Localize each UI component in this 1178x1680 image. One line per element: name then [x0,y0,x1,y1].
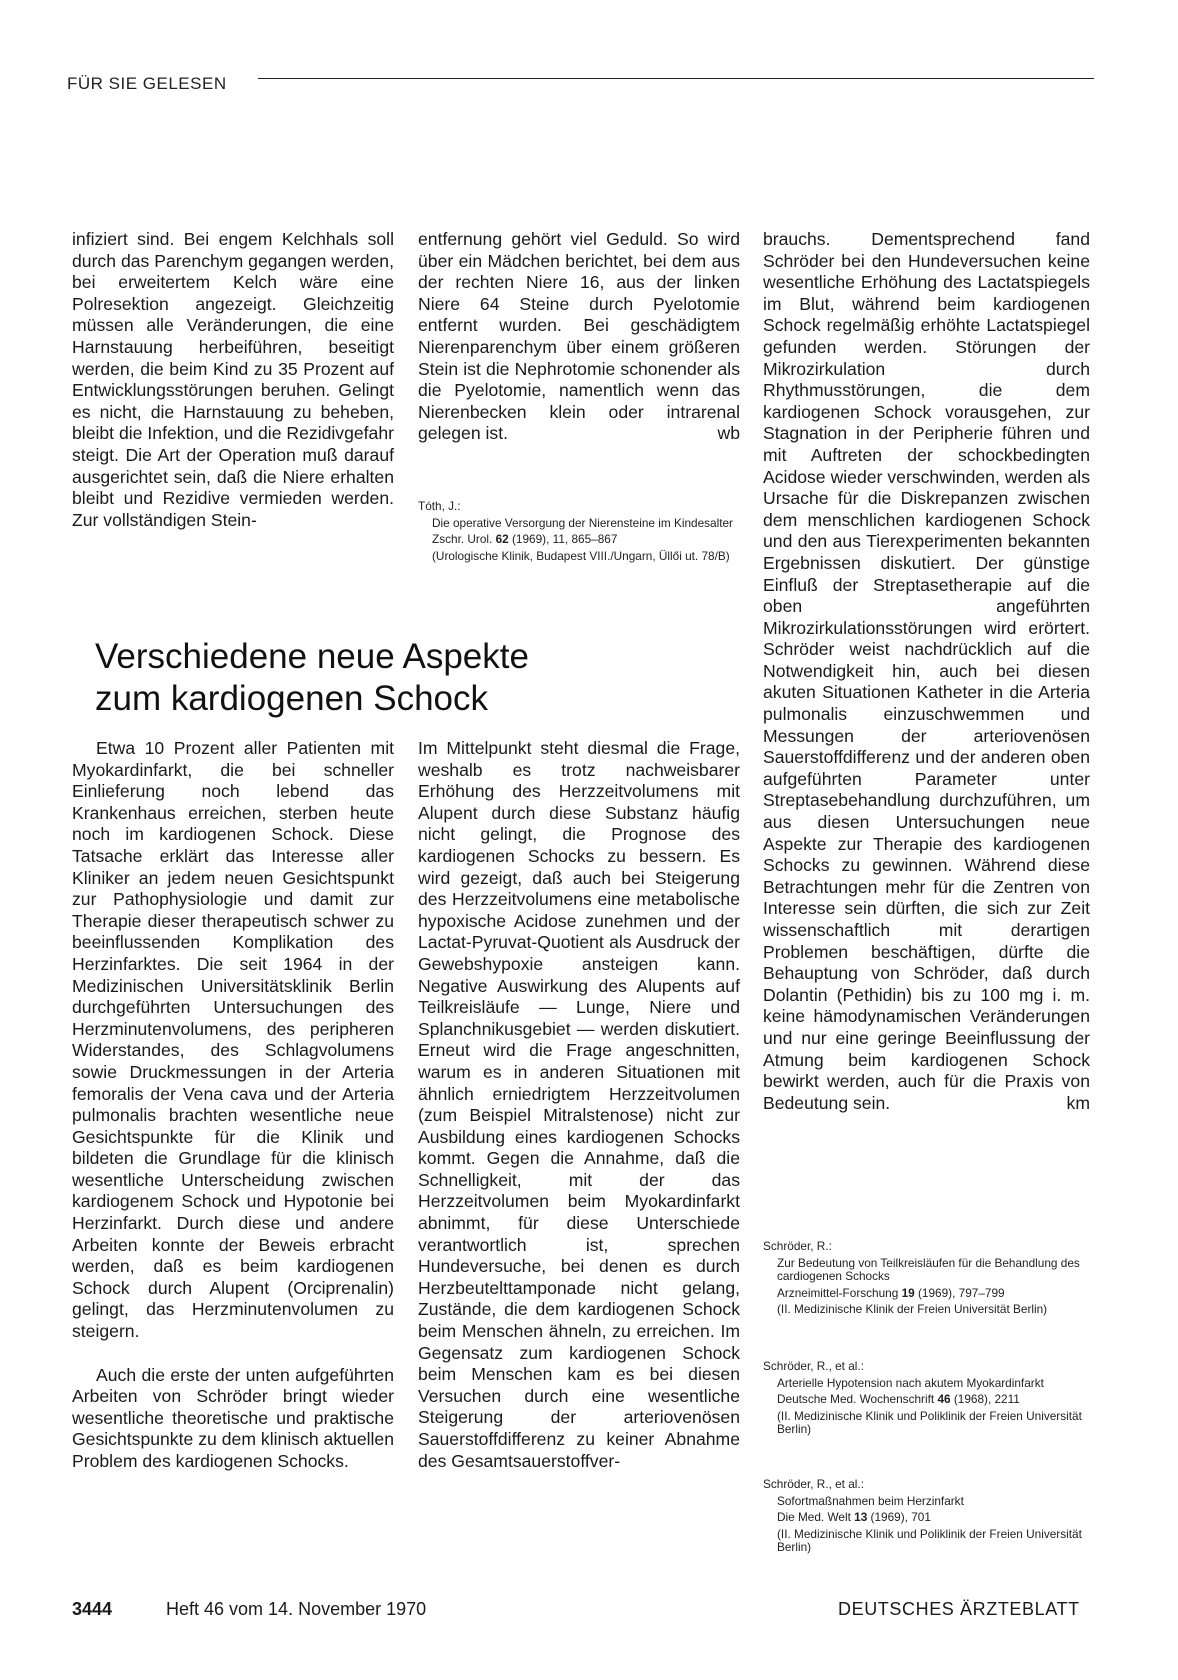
article2-reference-3 [763,1478,1090,1557]
footer-page-number: 3444 [72,1599,113,1619]
reference-journal: Zschr. Urol. [432,532,493,547]
reference-institution: (Urologische Klinik, Budapest VIII./Ungarn, Üllői ut. 78/B) [432,548,730,563]
reference-citation [777,1393,1090,1406]
article2-signature: km [1066,1092,1090,1113]
reference-volume: 13 [854,1510,868,1525]
article2-col1-paragraph-2: Auch die erste der unten aufgeführten Arbeiten von Schröder bringt wieder wesentliche theoretische und praktische Gesichtspunkte zu dem klinisch aktuellen Problem des kardiogenen Schocks. [72,1364,394,1471]
article1-col2-text [418,229,740,445]
footer-journal-name: DEUTSCHES ÄRZTEBLATT [838,1599,1080,1619]
reference-pages: (1968), 2211 [950,1392,1020,1407]
reference-institution: (II. Medizinische Klinik und Poliklinik der Freien Universität Berlin) [777,1408,1082,1436]
reference-institution: (II. Medizinische Klinik der Freien Universität Berlin) [777,1301,1048,1316]
reference-journal: Die Med. Welt [777,1510,851,1525]
footer-issue: Heft 46 vom 14. November 1970 [166,1599,427,1619]
reference-title: Arterielle Hypotension nach akutem Myokardinfarkt [777,1376,1044,1391]
article2-headline [95,636,735,720]
reference-journal: Deutsche Med. Wochenschrift [777,1392,935,1407]
reference-citation [777,1287,1090,1300]
article1-col1-text: infiziert sind. Bei engem Kelchhals soll durch das Parenchym gegangen werden, bei erweitertem Kelch wäre eine Polresektion angezeigt. Gleichzeitig müssen alle Veränderungen, die eine Harnstauung herbeiführen, beseitigt werden, die beim Kind zu 35 Prozent auf Entwicklungsstörungen beruhen. Gelingt es nicht, die Harnstauung zu beheben, bleibt die Infektion, und die Rezidivgefahr steigt. Die Art der Operation muß darauf ausgerichtet sein, daß die Niere erhalten bleibt und Rezidive vermieden werden. Zur vollständigen Stein- [72,229,394,530]
header-rule [258,78,1094,79]
headline-line-2: zum kardiogenen Schock [95,679,488,718]
reference-title: Die operative Versorgung der Nierensteine im Kindesalter [432,516,733,531]
reference-institution: (II. Medizinische Klinik und Poliklinik der Freien Universität Berlin) [777,1526,1082,1554]
article2-reference-2 [763,1360,1090,1439]
reference-author: Tóth, J.: [418,499,461,513]
reference-author: Schröder, R.: [763,1239,832,1253]
article2-col3-text [763,229,1090,1114]
article2-column-1 [72,738,394,1473]
reference-author: Schröder, R., et al.: [763,1477,864,1491]
article2-col2-text: Im Mittelpunkt steht diesmal die Frage, weshalb es trotz nachweisbarer Erhöhung des Herzzeitvolumens mit Alupent durch diese Substanz häufig nicht gelingt, die Prognose des kardiogenen Schocks zu bessern. Es wird gezeigt, daß auch bei Steigerung des Herzzeitvolumens eine metabolische hypoxische Acidose zunehmen und der Lactat-Pyruvat-Quotient als Ausdruck der Gewebshypoxie ansteigen kann. Negative Auswirkung des Alupents auf Teilkreisläufe — Lunge, Niere und Splanchnikusgebiet — werden diskutiert. Erneut wird die Frage angeschnitten, warum es in anderen Situationen mit ähnlich erniedrigtem Herzzeitvolumen (zum Beispiel Mitralstenose) nicht zur Ausbildung eines kardiogenen Schocks kommt. Gegen die Annahme, daß die Schnelligkeit, mit der das Herzzeitvolumen beim Myokardinfarkt abnimmt, für diese Unterschiede verantwortlich ist, sprechen Hundeversuche, bei denen es durch Herzbeutelttamponade nicht gelang, Zustände, die dem kardiogenen Schock beim Menschen ähneln, zu erreichen. Im Gegensatz zum kardiogenen Schock beim Menschen kam es bei diesen Versuchen durch eine wesentliche Steigerung der arteriovenösen Sauerstoffdifferenz zu keiner Abnahme des Gesamtsauerstoffver- [418,738,740,1471]
section-header-label: FÜR SIE GELESEN [67,74,227,93]
reference-pages: (1969), 701 [867,1510,931,1525]
article2-col3-body: brauchs. Dementsprechend fand Schröder bei den Hundeversuchen keine wesentliche Erhöhung des Lactatspiegels im Blut, während beim kardiogenen Schock regelmäßig erhöhte Lactatspiegel gefunden werden. Störungen der Mikrozirkulation durch Rhythmusstörungen, die dem kardiogenen Schock vorausgehen, zur Stagnation in der Peripherie führen und mit Auftreten der schockbedingten Acidose wieder verschwinden, werden als Ursache für die Diskrepanzen zwischen dem menschlichen kardiogenen Schock und den aus Tierexperimenten bekannten Ergebnissen diskutiert. Der günstige Einfluß der Streptasetherapie auf die oben angeführten Mikrozirkulationsstörungen wird erörtert. Schröder weist nachdrücklich auf die Notwendigkeit hin, auch bei diesen akuten Situationen Katheter in die Arteria pulmonalis einzuschwemmen und Messungen der arteriovenösen Sauerstoffdifferenz und der anderen oben aufgeführten Parameter unter Streptasebehandlung durchzuführen, um aus diesen Untersuchungen neue Aspekte zur Therapie des kardiogenen Schocks zu gewinnen. Während diese Betrachtungen mehr für die Zentren von Interesse sein dürften, die sich zur Zeit wissenschaftlich mit derartigen Problemen beschäftigen, dürfte die Behauptung von Schröder, daß durch Dolantin (Pethidin) bis zu 100 mg i. m. keine hämodynamischen Veränderungen und nur eine geringe Beeinflussung der Atmung beim kardiogenen Schock bewirkt werden, auch für die Praxis von Bedeutung sein. [763,229,1090,1113]
article2-column-3 [763,229,1090,1114]
reference-volume: 62 [495,532,509,547]
reference-pages: (1969), 11, 865–867 [508,532,618,547]
reference-title: Zur Bedeutung von Teilkreisläufen für die Behandlung des cardiogenen Schocks [777,1256,1080,1284]
reference-pages: (1969), 797–799 [914,1285,1005,1300]
reference-volume: 46 [937,1392,951,1407]
reference-journal: Arzneimittel-Forschung [777,1285,899,1300]
reference-volume: 19 [901,1285,915,1300]
reference-citation [777,1511,1090,1524]
article2-column-2 [418,738,740,1472]
article1-signature: wb [717,423,740,444]
article1-column-2 [418,229,740,445]
reference-citation [432,533,740,546]
article1-column-1 [72,229,394,531]
article1-col2-body: entfernung gehört viel Geduld. So wird über ein Mädchen berichtet, bei dem aus der rechten Niere 16, aus der linken Niere 64 Steine durch Pyelotomie entfernt wurden. Bei geschädigtem Nierenparenchym über einem größeren Stein ist die Nephrotomie schonender als die Pyelotomie, namentlich wenn das Nierenbecken klein oder intrarenal gelegen ist. [418,229,740,444]
reference-title: Sofortmaßnahmen beim Herzinfarkt [777,1494,964,1509]
reference-author: Schröder, R., et al.: [763,1359,864,1373]
article2-col1-paragraph-1: Etwa 10 Prozent aller Patienten mit Myokardinfarkt, die bei schneller Einlieferung noch lebend das Krankenhaus erreichen, sterben heute noch im kardiogenen Schock. Diese Tatsache erklärt das Interesse aller Kliniker an jedem neuen Gesichtspunkt zur Pathophysiologie und damit zur Therapie dieser therapeutisch schwer zu beeinflussenden Komplikation des Herzinfarktes. Die seit 1964 in der Medizinischen Universitätsklinik Berlin durchgeführten Untersuchungen des Herzminutenvolumens, des peripheren Widerstandes, des Schlagvolumens sowie Druckmessungen in der Arteria femoralis der Vena cava und der Arteria pulmonalis brachten wesentliche neue Gesichtspunkte für die Klinik und bildeten die Grundlage für die klinisch wesentliche Unterscheidung zwischen kardiogenem Schock und Hypotonie bei Herzinfarkt. Durch diese und andere Arbeiten konnte der Beweis erbracht werden, daß es beim kardiogenen Schock durch Alupent (Orciprenalin) gelingt, das Herzminutenvolumen zu steigern. [72,738,394,1342]
article1-reference [418,500,740,566]
headline-line-1: Verschiedene neue Aspekte [95,637,529,676]
article2-reference-1 [763,1240,1090,1319]
